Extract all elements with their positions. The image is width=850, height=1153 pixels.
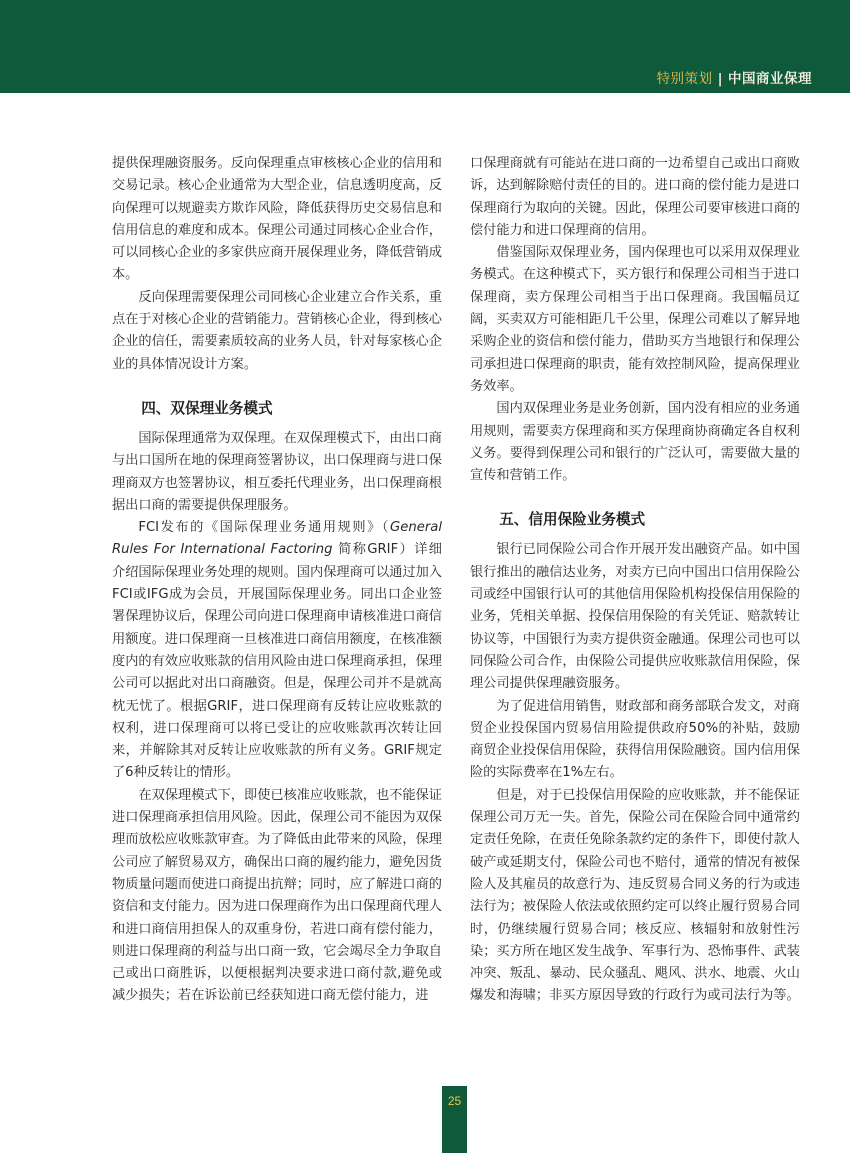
page-header-band [0, 0, 850, 93]
italic-title: General Rules For International Factoring [112, 520, 442, 558]
paragraph [112, 517, 442, 785]
page-number: 25 [447, 1094, 462, 1108]
text-run: 简称GRIF）详细介绍国际保理业务处理的规则。国内保理商可以通过加入FCI或IFG成为会员，开展国际保理业务。同出口企业签署保理协议后，保理公司向进口保理商申请核准进口商信用额度。进口保理商一旦核准进口商信用额度，在核准额度内的有效应收账款的信用风险由进口保理商承担，保理公司可以据此对出口商融资。但是，保理公司并不是就高枕无忧了。根据GRIF，进口保理商有反转让应收账款的权利，进口保理商可以将已受让的应收账款再次转让回来，并解除其对反转让应收账款的所有义务。GRIF规定了6种反转让的情形。 [112, 542, 442, 781]
left-column [112, 153, 442, 1008]
section-heading-4: 四、双保理业务模式 [141, 399, 273, 417]
section-heading-5: 五、信用保险业务模式 [499, 511, 646, 529]
paragraph: 国内双保理业务是业务创新，国内没有相应的业务通用规则，需要卖方保理商和买方保理商协商确定各自权利义务。要得到保理公司和银行的广泛认可，需要做大量的宣传和营销工作。 [470, 401, 800, 484]
paragraph: 口保理商就有可能站在进口商的一边希望自己或出口商败诉，达到解除赔付责任的目的。进口商的偿付能力是进口保理商行为取向的关键。因此，保理公司要审核进口商的偿付能力和进口保理商的信用。 [470, 156, 800, 238]
paragraph: 银行已同保险公司合作开展开发出融资产品。如中国银行推出的融信达业务，对卖方已向中国出口信用保险公司或经中国银行认可的其他信用保险机构投保信用保险的业务，凭相关单据、投保信用保险的有关凭证、赔款转让协议等，中国银行为卖方提供资金融通。保理公司也可以同保险公司合作，由保险公司提供应收账款信用保险，保理公司提供保理融资服务。 [470, 542, 800, 692]
running-head-section: 中国商业保理 [728, 71, 812, 87]
text-run: FCI发布的《国际保理业务通用规则》（ [138, 520, 391, 536]
paragraph: 在双保理模式下，即使已核准应收账款，也不能保证进口保理商承担信用风险。因此，保理公司不能因为双保理而放松应收账款审查。为了降低由此带来的风险，保理公司应了解贸易双方，确保出口商的履约能力，避免因货物质量问题而使进口商提出抗辩；同时，应了解进口商的资信和支付能力。因为进口保理商作为出口保理商代理人和进口商信用担保人的双重身份，若进口商有偿付能力，则进口保理商的利益与出口商一致，它会竭尽全力争取自己或出口商胜诉，以便根据判决要求进口商付款,避免或减少损失；若在诉讼前已经获知进口商无偿付能力，进 [112, 787, 442, 1004]
right-column [470, 153, 800, 1008]
paragraph: 为了促进信用销售，财政部和商务部联合发文，对商贸企业投保国内贸易信用险提供政府50%的补贴，鼓励商贸企业投保信用保险，获得信用保险融资。国内信用保险的实际费率在1%左右。 [470, 698, 800, 781]
running-head-kicker: 特别策划 [656, 71, 713, 87]
running-head [657, 67, 812, 87]
paragraph: 国际保理通常为双保理。在双保理模式下，由出口商与出口国所在地的保理商签署协议，出口保理商与进口保理商双方也签署协议，相互委托代理业务，出口保理商根据出口商的需要提供保理服务。 [112, 430, 442, 513]
paragraph: 反向保理需要保理公司同核心企业建立合作关系，重点在于对核心企业的营销能力。营销核心企业，得到核心企业的信任，需要素质较高的业务人员，针对每家核心企业的具体情况设计方案。 [112, 289, 442, 372]
paragraph: 但是，对于已投保信用保险的应收账款，并不能保证保理公司万无一失。首先，保险公司在保险合同中通常约定责任免除，在责任免除条款约定的条件下，即使付款人破产或延期支付，保险公司也不赔付，通常的情况有被保险人及其雇员的故意行为、违反贸易合同义务的行为或违法行为；被保险人依法或依照约定可以终止履行贸易合同时，仍继续履行贸易合同；核反应、核辐射和放射性污染；买方所在地区发生战争、军事行为、恐怖事件、武装冲突、叛乱、暴动、民众骚乱、飓风、洪水、地震、火山爆发和海啸；非买方原因导致的行政行为或司法行为等。 [470, 787, 800, 1004]
paragraph: 提供保理融资服务。反向保理重点审核核心企业的信用和交易记录。核心企业通常为大型企业，信息透明度高，反向保理可以规避卖方欺诈风险，降低获得历史交易信息和信用信息的难度和成本。保理公司通过同核心企业合作，可以同核心企业的多家供应商开展保理业务，降低营销成本。 [112, 156, 442, 283]
running-head-separator: | [717, 71, 723, 87]
paragraph: 借鉴国际双保理业务，国内保理也可以采用双保理业务模式。在这种模式下，买方银行和保理公司相当于进口保理商，卖方保理公司相当于出口保理商。我国幅员辽阔，买卖双方可能相距几千公里，保理公司难以了解异地采购企业的资信和偿付能力，借助买方当地银行和保理公司承担进口保理商的职责，能有效控制风险，提高保理业务效率。 [470, 245, 800, 394]
